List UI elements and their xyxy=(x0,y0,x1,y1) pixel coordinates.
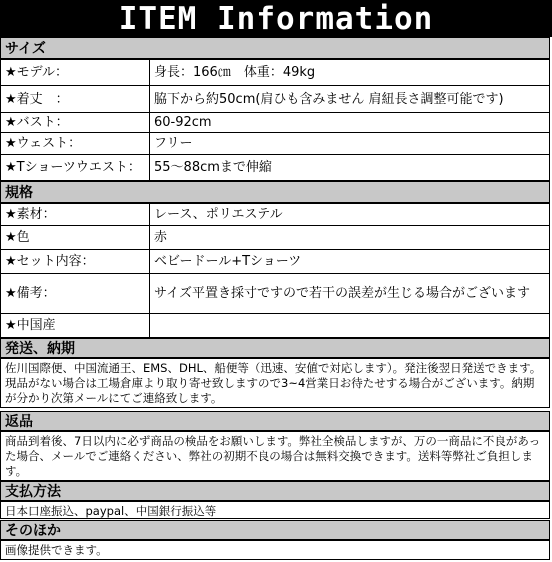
other-section-header: そのほか xyxy=(0,520,550,540)
table-row xyxy=(1,226,550,250)
row-label: ★セット内容： xyxy=(1,250,150,274)
row-value: 赤 xyxy=(150,226,550,250)
shipping-section-header: 発送、納期 xyxy=(0,338,550,358)
shipping-text: 佐川国際便、中国流通王、EMS、DHL、船便等（迅速、安値で対応します）。発注後翌日発送できます。現品がない場合は工場倉庫より取り寄せ致しますので3~4営業日お待たせする場合がございます。納期が分かり次第メールにてご連絡致します。 xyxy=(0,358,550,408)
row-label: ★備考： xyxy=(1,274,150,314)
table-row xyxy=(1,86,550,113)
payment-text: 日本口座振込、paypal、中国銀行振込等 xyxy=(0,501,550,519)
table-row xyxy=(1,113,550,133)
row-label: ★モデル： xyxy=(1,60,150,86)
size-table xyxy=(0,59,550,181)
row-value: 身長：166㎝ 体重：49kg xyxy=(150,60,550,86)
row-value: 60-92cm xyxy=(150,113,550,133)
row-value: 脇下から約50cm(肩ひも含みません 肩紐長さ調整可能です) xyxy=(150,86,550,113)
table-row xyxy=(1,250,550,274)
spec-table xyxy=(0,203,550,338)
row-label: ★着丈 ： xyxy=(1,86,150,113)
row-label: ★中国産 xyxy=(1,314,150,338)
table-row xyxy=(1,155,550,181)
row-value: 55～88cmまで伸縮 xyxy=(150,155,550,181)
return-text: 商品到着後、7日以内に必ず商品の検品をお願いします。弊社全検品しますが、万の一商品に不良があった場合、メールでご連絡ください、弊社の初期不良の場合は無料交換できます。送料等弊社ご負担します。 xyxy=(0,431,550,481)
table-row xyxy=(1,204,550,226)
table-row xyxy=(1,314,550,338)
table-row xyxy=(1,274,550,314)
row-value xyxy=(150,314,550,338)
row-label: ★ウェスト： xyxy=(1,133,150,155)
row-label: ★Tショーツウエスト： xyxy=(1,155,150,181)
spec-section-header: 規格 xyxy=(0,181,550,203)
row-value: レース、ポリエステル xyxy=(150,204,550,226)
return-section-header: 返品 xyxy=(0,411,550,431)
page-title: ITEM Information xyxy=(0,0,552,37)
table-row xyxy=(1,133,550,155)
payment-section-header: 支払方法 xyxy=(0,481,550,501)
row-value: サイズ平置き採寸ですので若干の誤差が生じる場合がございます xyxy=(150,274,550,314)
other-text: 画像提供できます。 xyxy=(0,540,550,560)
table-row xyxy=(1,60,550,86)
row-label: ★バスト： xyxy=(1,113,150,133)
row-value: フリー xyxy=(150,133,550,155)
size-section-header: サイズ xyxy=(0,37,550,59)
row-value: ベビードール+Tショーツ xyxy=(150,250,550,274)
row-label: ★色 xyxy=(1,226,150,250)
row-label: ★素材： xyxy=(1,204,150,226)
